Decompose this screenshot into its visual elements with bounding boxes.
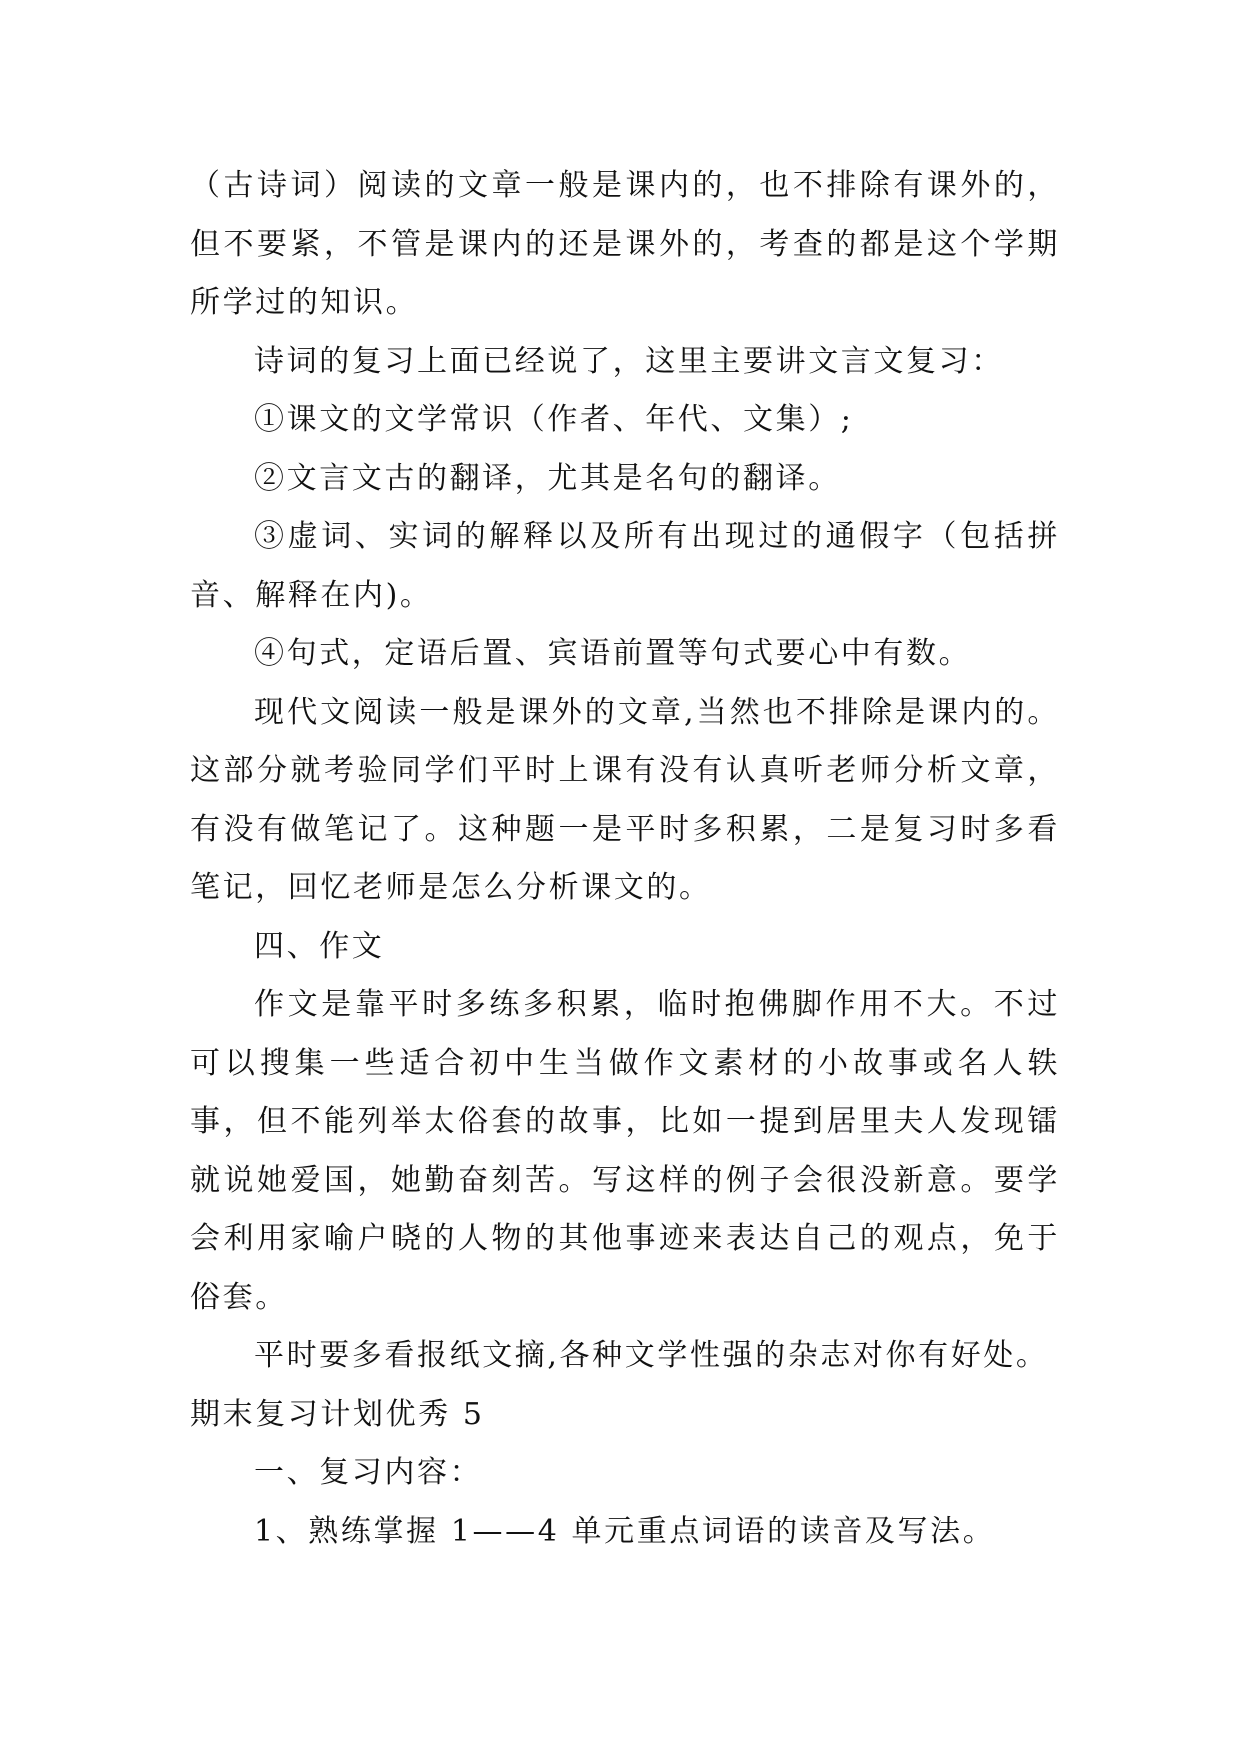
- paragraph: 作文是靠平时多练多积累，临时抱佛脚作用不大。不过可以搜集一些适合初中生当做作文素材的小故事或名人轶事，但不能列举太俗套的故事，比如一提到居里夫人发现镭就说她爱国，她勤奋刻苦。写这样的例子会很没新意。要学会利用家喻户晓的人物的其他事迹来表达自己的观点，免于俗套。: [190, 987, 1060, 1315]
- section-title: 期末复习计划优秀 5: [190, 1396, 485, 1432]
- paragraph: 诗词的复习上面已经说了，这里主要讲文言文复习：: [254, 343, 1004, 379]
- paragraph: 平时要多看报纸文摘,各种文学性强的杂志对你有好处。: [254, 1338, 1049, 1373]
- document-page: [190, 157, 1060, 1561]
- list-item: ①课文的文学常识（作者、年代、文集）;: [254, 402, 854, 437]
- section-heading: 四、作文: [254, 928, 385, 964]
- list-item: 1、熟练掌握 1——4 单元重点词语的读音及写法。: [254, 1513, 996, 1549]
- paragraph: （古诗词）阅读的文章一般是课内的，也不排除有课外的，但不要紧，不管是课内的还是课外的，考查的都是这个学期所学过的知识。: [190, 168, 1060, 320]
- section-heading: 一、复习内容：: [254, 1455, 483, 1490]
- paragraph: 现代文阅读一般是课外的文章,当然也不排除是课内的。这部分就考验同学们平时上课有没有认真听老师分析文章，有没有做笔记了。这种题一是平时多积累，二是复习时多看笔记，回忆老师是怎么分析课文的。: [190, 694, 1060, 905]
- list-item: ③虚词、实词的解释以及所有出现过的通假字（包括拼音、解释在内)。: [190, 519, 1060, 613]
- list-item: ④句式，定语后置、宾语前置等句式要心中有数。: [254, 636, 972, 671]
- list-item: ②文言文古的翻译，尤其是名句的翻译。: [254, 460, 841, 496]
